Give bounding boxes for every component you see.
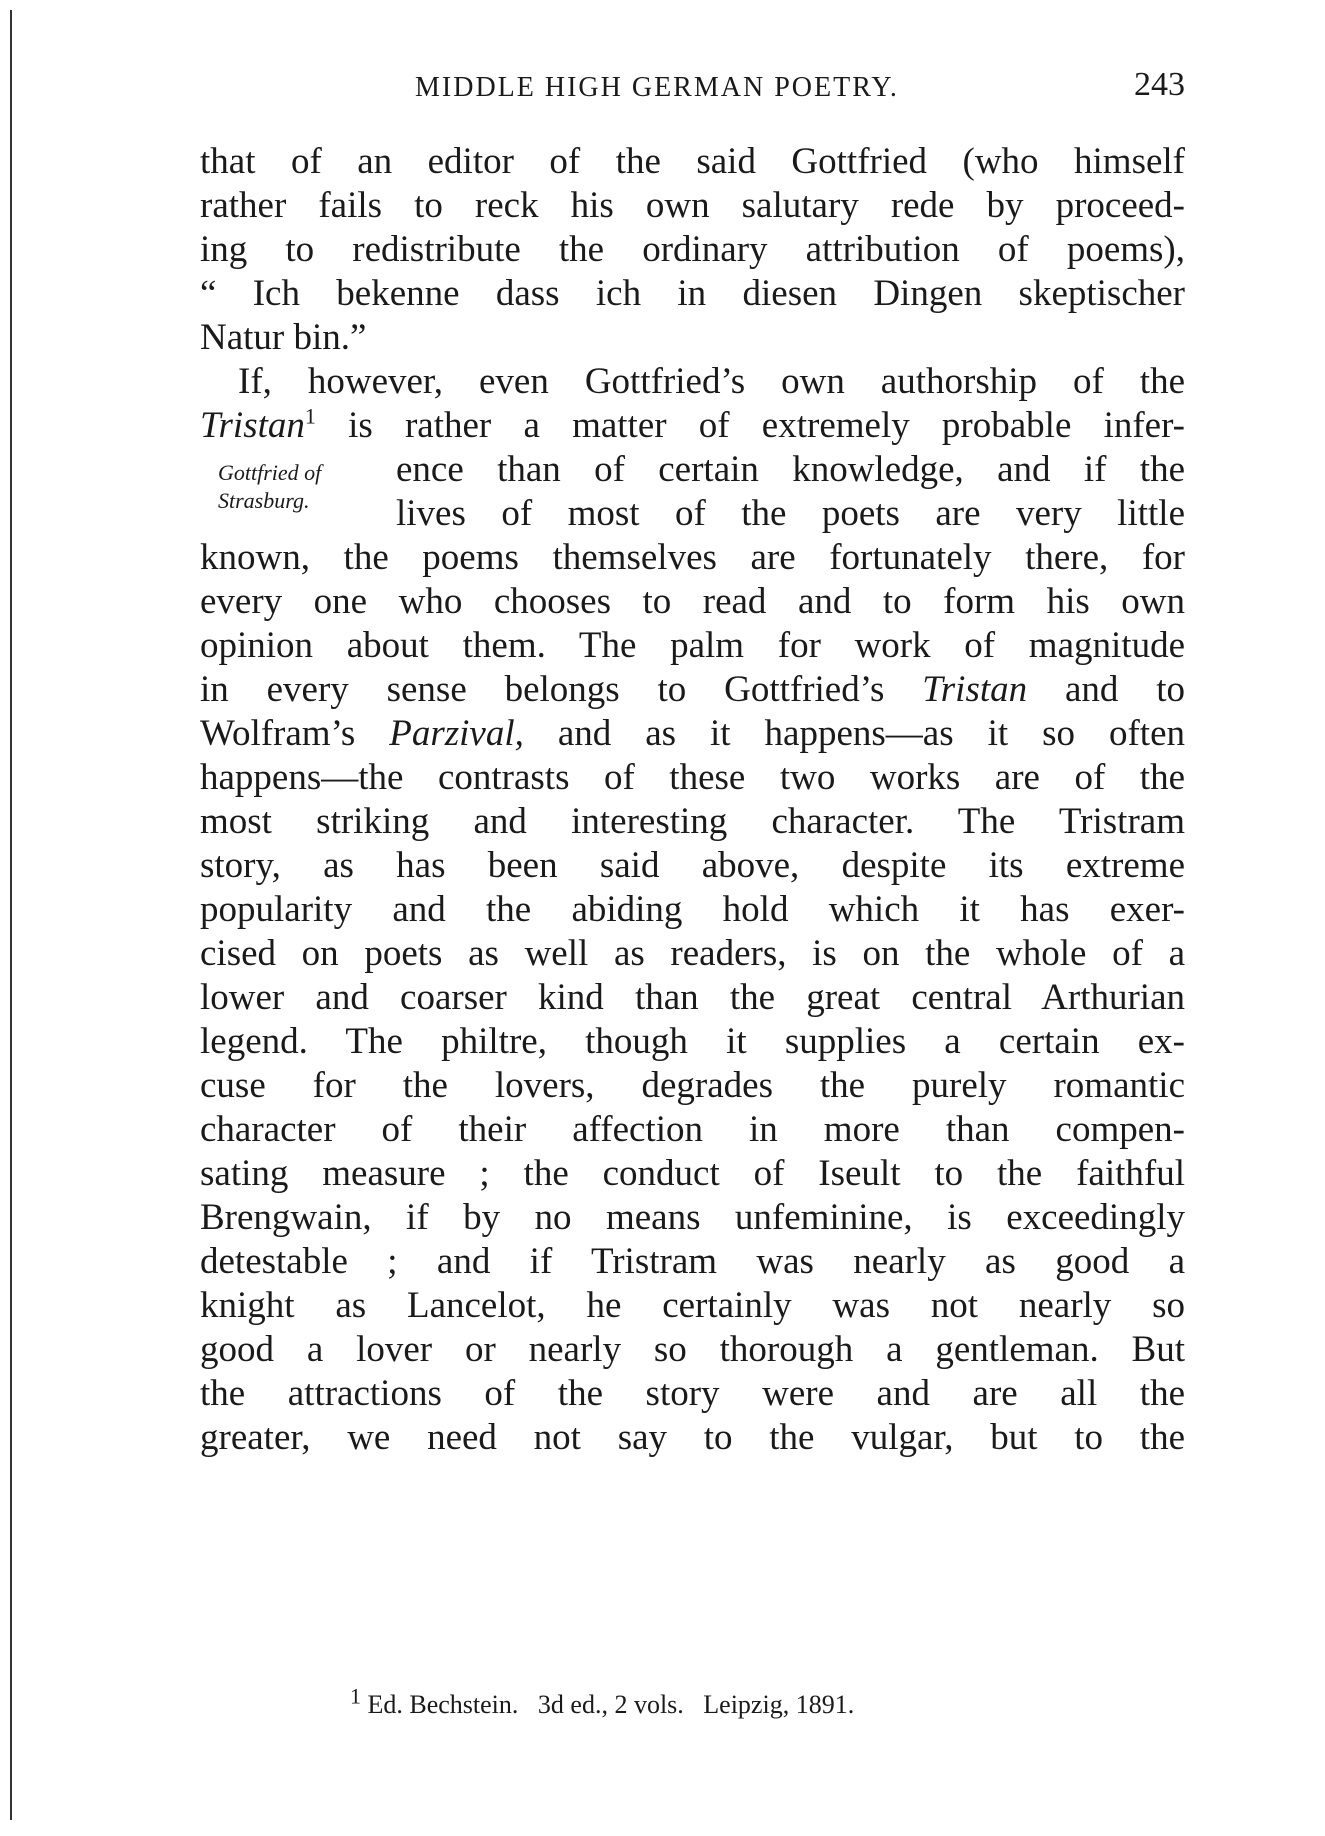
text-line: story, as has been said above, despite its extreme <box>200 845 1185 886</box>
text-line: character of their affection in more than compen- <box>200 1109 1185 1150</box>
text-line: rather fails to reck his own salutary rede by proceed- <box>200 185 1185 226</box>
text-line: the attractions of the story were and are all the <box>200 1373 1185 1414</box>
text-line: If, however, even Gottfried’s own authorship of the <box>238 361 1185 402</box>
text-line <box>200 668 1185 712</box>
text-line: Natur bin.” <box>200 317 367 358</box>
text-line: cised on poets as well as readers, is on the whole of a <box>200 933 1185 974</box>
page-number: 243 <box>1134 66 1185 103</box>
text-line: ence than of certain knowledge, and if the <box>396 449 1185 490</box>
text-line: ing to redistribute the ordinary attribution of poems), <box>200 229 1185 270</box>
running-head: MIDDLE HIGH GERMAN POETRY. <box>415 72 899 103</box>
text-line: opinion about them. The palm for work of magnitude <box>200 625 1185 666</box>
text-line: lives of most of the poets are very little <box>396 493 1185 534</box>
text-line: happens—the contrasts of these two works are of the <box>200 757 1185 798</box>
margin-note-line-2: Strasburg. <box>218 488 310 513</box>
text-span: and as it happens—as it so often <box>523 713 1185 754</box>
text-line: cuse for the lovers, degrades the purely romantic <box>200 1065 1185 1106</box>
text-span: is rather a matter of extremely probable infer- <box>315 405 1185 446</box>
text-line: lower and coarser kind than the great central Arthurian <box>200 977 1185 1018</box>
footnote-ref: 1 <box>304 404 316 429</box>
title-italic: Tristan <box>922 669 1028 710</box>
text-line: Brengwain, if by no means unfeminine, is exceedingly <box>200 1197 1185 1238</box>
text-line: every one who chooses to read and to form his own <box>200 581 1185 622</box>
text-line: knight as Lancelot, he certainly was not nearly so <box>200 1285 1185 1326</box>
body-text <box>200 140 1185 1460</box>
footnote-marker: 1 <box>350 1683 361 1709</box>
text-line: sating measure ; the conduct of Iseult to the faithful <box>200 1153 1185 1194</box>
page-binding-edge <box>10 10 12 1820</box>
text-line: “ Ich bekenne dass ich in diesen Dingen skeptischer <box>200 273 1185 314</box>
footnote <box>350 1683 855 1720</box>
text-line: most striking and interesting character. The Tristram <box>200 801 1185 842</box>
text-line <box>200 712 1185 756</box>
text-span: in every sense belongs to Gottfried’s <box>200 669 923 710</box>
text-line: that of an editor of the said Gottfried (who himself <box>200 141 1185 182</box>
text-line: legend. The philtre, though it supplies a certain ex- <box>200 1021 1185 1062</box>
text-span: Wolfram’s <box>200 713 390 754</box>
title-italic: Tristan <box>200 405 305 446</box>
text-line <box>200 404 1185 448</box>
margin-note-line-1: Gottfried of <box>218 460 322 485</box>
title-italic: Parzival, <box>389 713 524 754</box>
page-header <box>200 62 1185 112</box>
text-line: known, the poems themselves are fortunately there, for <box>200 537 1185 578</box>
text-line: good a lover or nearly so thorough a gentleman. But <box>200 1329 1185 1370</box>
text-line: detestable ; and if Tristram was nearly as good a <box>200 1241 1185 1282</box>
text-span: and to <box>1027 669 1185 710</box>
text-line: popularity and the abiding hold which it has exer- <box>200 889 1185 930</box>
text-line: greater, we need not say to the vulgar, but to the <box>200 1417 1185 1458</box>
footnote-text: Ed. Bechstein. 3d ed., 2 vols. Leipzig, 1891. <box>361 1690 855 1719</box>
